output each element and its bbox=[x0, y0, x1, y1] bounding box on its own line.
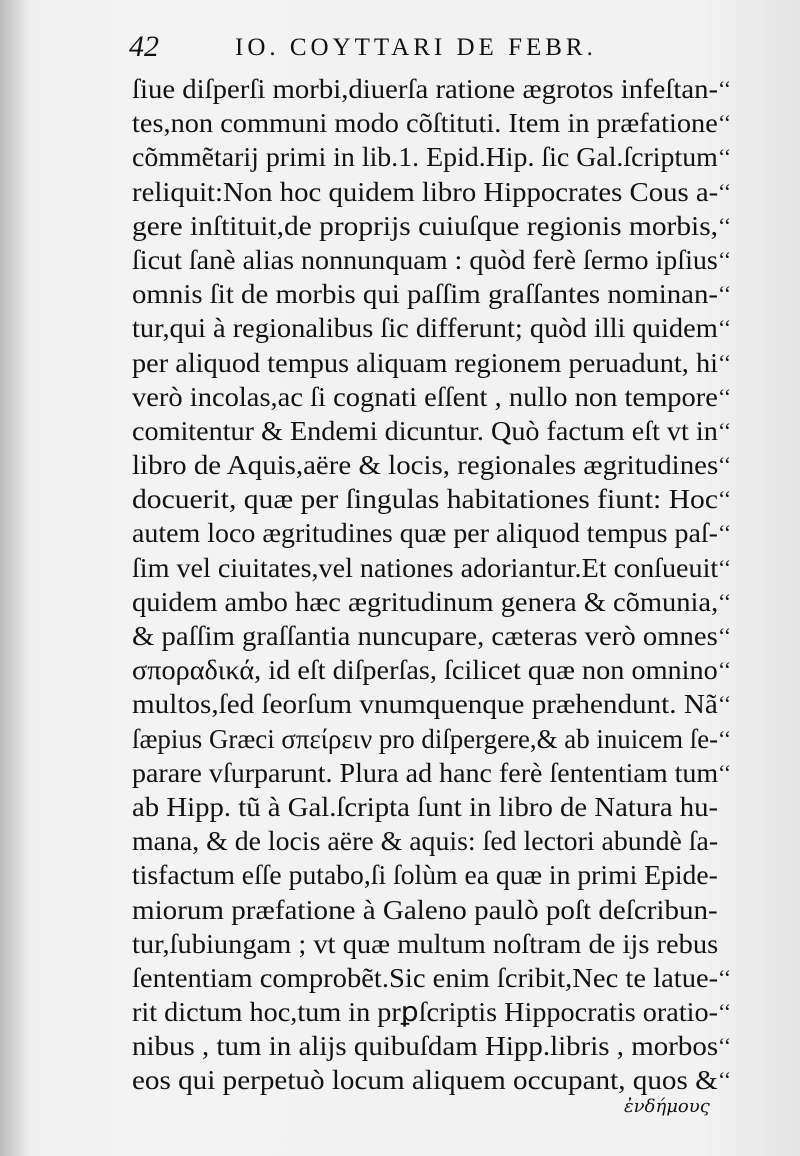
text-line: ſæpius Græci σπείρειν pro diſpergere,& ab inuicem ſe- bbox=[132, 723, 719, 754]
text-line: tur,qui à regionalibus ſic differunt; quòd illi quidem bbox=[132, 313, 718, 344]
quote-mark: ‘‘ bbox=[718, 999, 732, 1025]
text-line: mana, & de locis aëre & aquis: ſed lectori abundè ſa- bbox=[132, 826, 719, 857]
quote-mark: ‘‘ bbox=[718, 657, 732, 683]
text-line: eos qui perpetuò locum aliquem occupant, quos & bbox=[132, 1065, 718, 1096]
text-line: σποραδικά, id eſt diſperſas, ſcilicet quæ non omnino bbox=[132, 655, 718, 686]
quote-mark: ‘‘ bbox=[718, 383, 732, 409]
quote-mark: ‘‘ bbox=[718, 588, 732, 614]
quote-mark: ‘‘ bbox=[718, 178, 732, 204]
main-text-block bbox=[132, 72, 738, 1098]
quote-mark: ‘‘ bbox=[718, 246, 732, 272]
quote-mark: ‘‘ bbox=[718, 623, 732, 648]
text-line: quidem ambo hæc ægritudinum genera & cõmunia, bbox=[132, 586, 719, 617]
quote-mark bbox=[718, 858, 768, 892]
text-line: ſicut ſanè alias nonnunquam : quòd ferè ſermo ipſius bbox=[132, 244, 718, 275]
quote-mark: ‘‘ bbox=[718, 1067, 732, 1093]
quote-mark: ‘‘ bbox=[718, 759, 732, 785]
quote-mark: ‘‘ bbox=[718, 486, 732, 512]
text-line: per aliquod tempus aliquam regionem peruadunt, hi bbox=[132, 347, 718, 378]
quote-mark: ‘‘ bbox=[718, 349, 732, 375]
text-line: ſim vel ciuitates,vel nationes adoriantur.Et conſueuit bbox=[132, 552, 719, 583]
text-line: libro de Aquis,aëre & locis, regionales ægritudines bbox=[132, 450, 719, 481]
quote-mark bbox=[718, 824, 768, 858]
text-line: tes,non communi modo cõſtituti. Item in præfatione bbox=[132, 108, 718, 139]
text-line: rit dictum hoc,tum in prꝑſcriptis Hippocratis oratio- bbox=[132, 997, 719, 1028]
quote-mark: ‘‘ bbox=[718, 691, 732, 717]
quote-mark: ‘‘ bbox=[718, 964, 732, 990]
text-line: tisfactum eſſe putabo,ſi ſolùm ea quæ in primi Epide- bbox=[132, 860, 718, 891]
quote-mark bbox=[718, 927, 768, 961]
quote-mark: ‘‘ bbox=[718, 76, 732, 101]
text-line: multos,ſed ſeorſum vnumquenque præhendunt. Nã bbox=[132, 689, 718, 720]
text-line: gere inſtituit,de proprijs cuiuſque regionis morbis, bbox=[132, 210, 719, 241]
quote-mark: ‘‘ bbox=[718, 110, 732, 136]
text-line: & paſſim graſſantia nuncupare, cæteras verò omnes bbox=[132, 621, 718, 651]
quote-mark: ‘‘ bbox=[718, 725, 732, 751]
quote-mark: ‘‘ bbox=[718, 520, 732, 546]
text-line: nibus , tum in alijs quibuſdam Hipp.libris , morbos bbox=[132, 1031, 719, 1062]
text-line: omnis ſit de morbis qui paſſim graſſantes nominan- bbox=[132, 279, 719, 310]
quote-mark bbox=[718, 790, 768, 824]
quote-mark: ‘‘ bbox=[718, 144, 732, 170]
text-line: ſiue diſperſi morbi,diuerſa ratione ægrotos infeſtan- bbox=[132, 74, 719, 104]
text-line: cõmmẽtarij primi in lib.1. Epid.Hip. ſic Gal.ſcriptum bbox=[132, 142, 718, 173]
page-header bbox=[129, 28, 649, 68]
quote-mark: ‘‘ bbox=[718, 554, 732, 580]
text-line: comitentur & Endemi dicuntur. Quò factum eſt vt in bbox=[132, 415, 718, 446]
text-line: verò incolas,ac ſi cognati eſſent , nullo non tempore bbox=[132, 381, 718, 412]
quote-mark: ‘‘ bbox=[718, 315, 732, 341]
text-line: parare vſurparunt. Plura ad hanc ferè ſententiam tum bbox=[132, 757, 719, 788]
quote-mark: ‘‘ bbox=[718, 212, 732, 238]
page-number: 42 bbox=[129, 30, 159, 63]
quote-mark bbox=[718, 893, 768, 927]
running-head: IO. COYTTARI DE FEBR. bbox=[235, 34, 597, 61]
quote-mark: ‘‘ bbox=[718, 281, 732, 307]
text-line: autem loco ægritudines quæ per aliquod tempus paſ- bbox=[132, 518, 718, 549]
text-line: docuerit, quæ per ſingulas habitationes fiunt: Hoc bbox=[132, 484, 718, 515]
text-line: miorum præfatione à Galeno paulò poſt deſcribun- bbox=[132, 894, 718, 925]
quote-mark: ‘‘ bbox=[718, 1033, 732, 1059]
page-edge-shadow bbox=[0, 0, 30, 1156]
marginal-quote-marks bbox=[718, 72, 768, 1098]
text-line: ſententiam comprobẽt.Sic enim ſcribit,Nec te latue- bbox=[132, 962, 719, 993]
quote-mark: ‘‘ bbox=[718, 452, 732, 478]
text-line: tur,ſubiungam ; vt quæ multum noſtram de ijs rebus bbox=[132, 928, 719, 959]
catchword: ἐνδήμους bbox=[624, 1096, 710, 1117]
text-line: ab Hipp. tũ à Gal.ſcripta ſunt in libro de Natura hu- bbox=[132, 791, 719, 822]
quote-mark: ‘‘ bbox=[718, 417, 732, 443]
text-line: reliquit:Non hoc quidem libro Hippocrates Cous a- bbox=[132, 176, 719, 207]
